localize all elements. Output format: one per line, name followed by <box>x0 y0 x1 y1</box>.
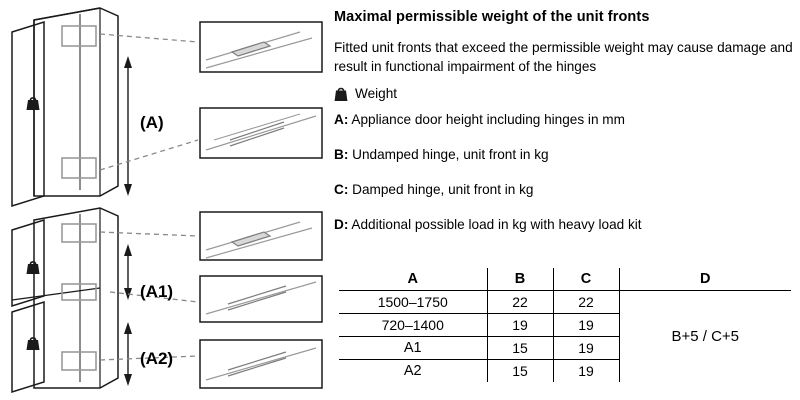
cell-c-1: 22 <box>553 291 619 314</box>
legend-c-key: C: <box>334 181 349 197</box>
hinge-detail-bottom-3 <box>200 340 322 388</box>
legend-c-label: Damped hinge, unit front in kg <box>348 181 534 197</box>
legend-b-label: Undamped hinge, unit front in kg <box>348 147 549 163</box>
intro-paragraph: Fitted unit fronts that exceed the permissible weight may cause damage and result in functional impairment of the hinges <box>334 40 793 75</box>
legend-d-key: D: <box>334 216 349 232</box>
cell-c-4: 19 <box>553 360 619 383</box>
cell-a-4: A2 <box>339 360 487 383</box>
cell-d-value: B+5 / C+5 <box>671 328 740 345</box>
cell-b-1: 22 <box>487 291 553 314</box>
cell-b-2: 19 <box>487 314 553 337</box>
cell-c-3: 19 <box>553 337 619 360</box>
cell-a-2: 720–1400 <box>339 314 487 337</box>
hinge-detail-top-lower <box>200 108 322 158</box>
diagram-svg <box>0 0 330 400</box>
page-title: Maximal permissible weight of the unit fronts <box>334 9 650 25</box>
legend-d-label: Additional possible load in kg with heavy load kit <box>348 216 642 232</box>
table-header-d: D <box>619 268 791 291</box>
legend-b <box>334 145 800 165</box>
table-header-row <box>339 268 791 291</box>
legend-b-key: B: <box>334 147 349 163</box>
hinge-detail-bottom-2 <box>200 276 322 322</box>
cell-a-1: 1500–1750 <box>339 291 487 314</box>
table-row <box>339 291 791 314</box>
dimension-label-a: (A) <box>140 113 164 132</box>
weight-icon <box>27 98 40 110</box>
legend-c <box>334 180 800 200</box>
legend-d <box>334 215 800 235</box>
cell-b-4: 15 <box>487 360 553 383</box>
weight-icon <box>334 85 348 102</box>
legend-a-label: Appliance door height including hinges in mm <box>348 112 625 128</box>
weight-table-wrapper <box>339 268 791 382</box>
top-appliance-group <box>12 8 322 206</box>
weight-icon <box>27 262 40 274</box>
weight-table <box>339 268 791 382</box>
dimension-arrow-a <box>124 56 132 196</box>
appliance-diagram <box>0 0 330 400</box>
cell-a-3: A1 <box>339 337 487 360</box>
legend-weight <box>334 84 800 104</box>
table-header-b: B <box>487 268 553 291</box>
legend-weight-label: Weight <box>355 85 398 101</box>
hinge-detail-top <box>200 22 322 72</box>
dimension-arrow-a2 <box>124 322 132 386</box>
legend-a-key: A: <box>334 112 349 128</box>
hinge-detail-bottom-1 <box>200 212 322 260</box>
cell-c-2: 19 <box>553 314 619 337</box>
weight-icon <box>27 338 40 350</box>
dimension-label-a1: (A1) <box>140 282 174 301</box>
dimension-arrow-a1 <box>124 244 132 300</box>
dimension-label-a2: (A2) <box>140 349 174 368</box>
legend-a <box>334 110 800 130</box>
cell-b-3: 15 <box>487 337 553 360</box>
table-header-c: C <box>553 268 619 291</box>
specification-text-column <box>334 0 800 400</box>
table-header-a: A <box>339 268 487 291</box>
